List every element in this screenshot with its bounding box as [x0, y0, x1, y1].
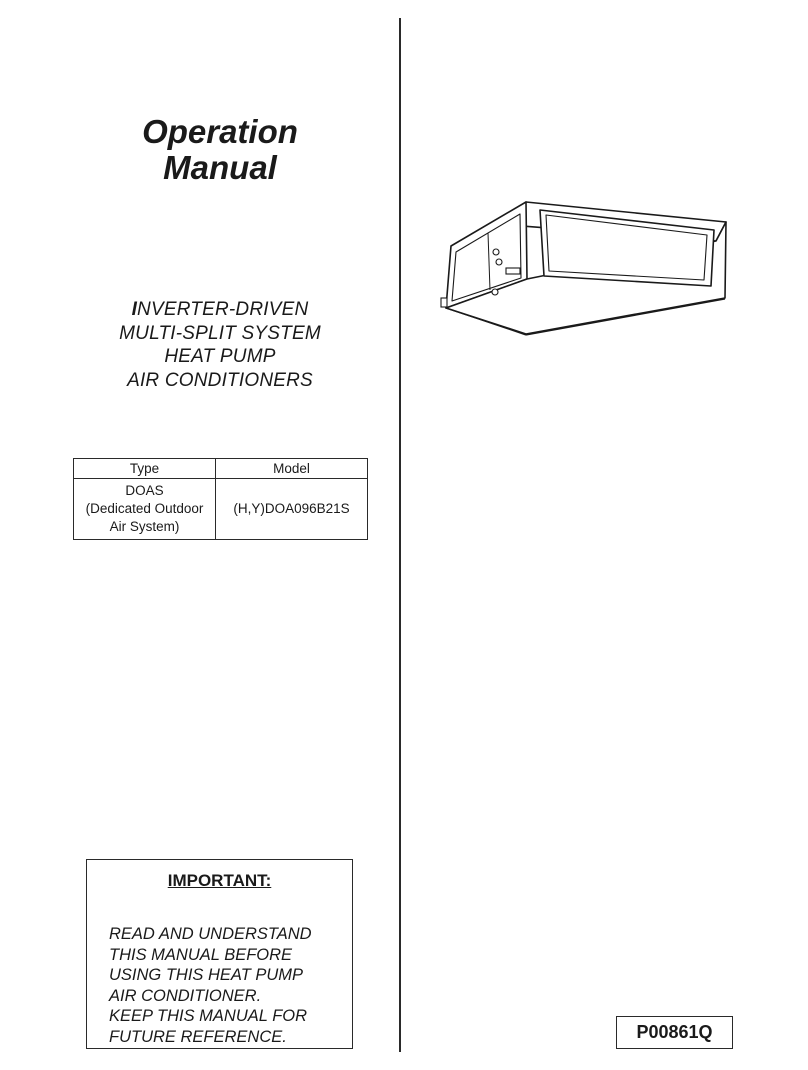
- subtitle-line-4: AIR CONDITIONERS: [127, 369, 313, 391]
- table-row: [74, 479, 368, 540]
- subtitle-line-1: [70, 298, 370, 322]
- subtitle-initial: I: [131, 299, 138, 320]
- document-code: P00861Q: [616, 1016, 733, 1049]
- header-model: Model: [216, 459, 368, 479]
- type-line-1: DOAS: [125, 483, 164, 498]
- type-line-2: (Dedicated Outdoor: [85, 501, 204, 516]
- title-line-1: Operation: [142, 113, 298, 150]
- cell-type: [74, 479, 216, 540]
- ducted-unit-illustration: [436, 196, 736, 341]
- subtitle-line-1-rest: NVERTER-DRIVEN: [137, 299, 309, 320]
- cell-model: (H,Y)DOA096B21S: [216, 479, 368, 540]
- subtitle-line-3: HEAT PUMP: [164, 346, 276, 367]
- column-divider: [399, 18, 401, 1052]
- table-header-row: [74, 459, 368, 479]
- important-text: READ AND UNDERSTAND THIS MANUAL BEFORE USING THIS HEAT PUMP AIR CONDITIONER. KEEP THIS MANUAL FOR FUTURE REFERENCE.: [109, 925, 312, 1046]
- important-notice: [86, 859, 353, 1049]
- type-line-3: Air System): [109, 519, 180, 534]
- product-description: [70, 298, 370, 392]
- type-model-table: [73, 458, 368, 540]
- title-line-2: Manual: [163, 149, 277, 186]
- page-title: [100, 114, 340, 186]
- subtitle-line-2: MULTI-SPLIT SYSTEM: [119, 322, 321, 344]
- header-type: Type: [74, 459, 216, 479]
- important-title: IMPORTANT:: [167, 871, 272, 890]
